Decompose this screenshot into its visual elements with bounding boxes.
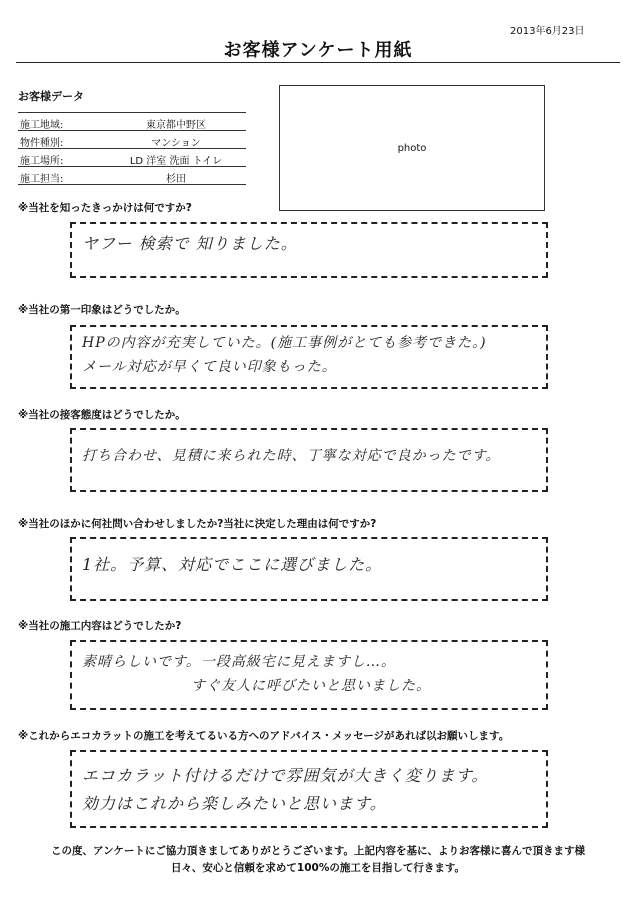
info-label: 施工場所:: [20, 156, 64, 167]
info-label: 施工担当:: [20, 174, 64, 185]
question-1: ※当社を知ったきっかけは何ですか?: [18, 202, 192, 214]
info-row-area: [18, 112, 246, 131]
customer-info-table: [18, 112, 246, 185]
answer-text-6: エコカラット付けるだけで雰囲気が大きく変ります。 効力はこれから楽しみたいと思います。: [82, 766, 489, 813]
info-value: LD 洋室 洗面 トイレ: [129, 156, 223, 167]
question-4: ※当社のほかに何社問い合わせしましたか?当社に決定した理由は何ですか?: [18, 518, 377, 530]
footer-line-2: 日々、安心と信頼を求めて100%の施工を目指して行きます。: [170, 862, 466, 874]
customer-data-heading: お客様データ: [18, 90, 84, 103]
photo-label: photo: [397, 143, 427, 154]
answer-text-3: 打ち合わせ、見積に来られた時、丁寧な対応で良かったです。: [82, 448, 501, 464]
info-row-location: [18, 149, 246, 167]
info-row-property-type: [18, 131, 246, 149]
info-label: 施工地域:: [20, 120, 64, 131]
question-3: ※当社の接客態度はどうでしたか。: [18, 409, 186, 421]
page-title: お客様アンケート用紙: [223, 40, 413, 61]
info-value: マンション: [151, 138, 201, 149]
answer-text-2: HPの内容が充実していた。(施工事例がとても参考できた。) メール対応が早くて良い印象もった。: [82, 335, 487, 375]
answer-box-3: [70, 428, 548, 492]
survey-date: 2013年6月23日: [510, 26, 585, 37]
question-5: ※当社の施工内容はどうでしたか?: [18, 620, 182, 632]
answer-text-1: ヤフー 検索で 知りました。: [82, 234, 298, 253]
answer-box-2: [70, 325, 548, 389]
info-row-staff: [18, 167, 246, 185]
footer-line-1: この度、アンケートにご協力頂きましてありがとうございます。上記内容を基に、よりお客様に喜んで頂きます様: [50, 845, 586, 857]
info-value: 東京都中野区: [146, 120, 206, 131]
photo-placeholder: [279, 85, 545, 211]
question-2: ※当社の第一印象はどうでしたか。: [18, 304, 186, 316]
question-6: ※これからエコカラットの施工を考えてるいる方へのアドバイス・メッセージがあれば以お願いします。: [18, 730, 510, 742]
info-value: 杉田: [166, 174, 186, 185]
answer-box-4: [70, 537, 548, 601]
info-label: 物件種別:: [20, 138, 64, 149]
answer-box-1: [70, 222, 548, 278]
answer-text-5: 素晴らしいです。一段高級宅に見えますし…。 すぐ友人に呼びたいと思いました。: [82, 654, 432, 694]
answer-text-4: 1社。予算、対応でここに選びました。: [82, 555, 383, 574]
answer-box-5: [70, 640, 548, 710]
answer-box-6: [70, 750, 548, 828]
title-divider: [16, 62, 620, 63]
